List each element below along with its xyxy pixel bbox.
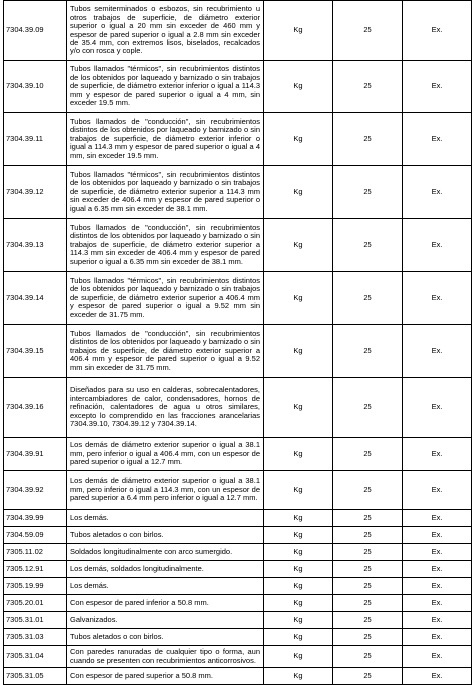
rate-cell: 25: [333, 578, 403, 595]
unit-cell: Kg: [264, 219, 333, 272]
table-row: [4, 595, 472, 612]
description-cell: Tubos llamados "térmicos", sin recubrimientos distintos de los obtenidos por laqueado y barnizado o sin trabajos de superficie, de diámetro exterior superior a 406.4 mm y espesor de pared superior o igual a 9.52 mm sin exceder de 31.75 mm.: [67, 272, 264, 325]
description-cell: Tubos llamados de "conducción", sin recubrimientos distintos de los obtenidos por laqueado y barnizado o sin trabajos de superficie, de diámetro exterior superior a 406.4 mm y espesor de pared superior o igual a 9.52 mm sin exceder de 31.75 mm.: [67, 325, 264, 378]
tariff-code-cell: 7305.31.05: [4, 668, 67, 685]
tariff-code-cell: 7305.31.03: [4, 629, 67, 646]
exemption-cell: Ex.: [403, 629, 472, 646]
rate-cell: 25: [333, 527, 403, 544]
description-cell: Tubos llamados de "conducción", sin recubrimientos distintos de los obtenidos por laqueado y barnizado o sin trabajos de superficie, de diámetro exterior superior a 114.3 mm sin exceder de 406.4 mm y espesor de pared superior o igual a 6.35 mm sin exceder de 38.1 mm.: [67, 219, 264, 272]
rate-cell: 25: [333, 219, 403, 272]
tariff-code-cell: 7304.39.16: [4, 378, 67, 438]
description-cell: Soldados longitudinalmente con arco sumergido.: [67, 544, 264, 561]
table-row: [4, 646, 472, 668]
table-row: [4, 438, 472, 471]
table-row: [4, 325, 472, 378]
exemption-cell: Ex.: [403, 612, 472, 629]
tariff-code-cell: 7305.31.01: [4, 612, 67, 629]
tariff-code-cell: 7305.12.91: [4, 561, 67, 578]
tariff-code-cell: 7304.39.15: [4, 325, 67, 378]
unit-cell: Kg: [264, 510, 333, 527]
tariff-code-cell: 7305.11.02: [4, 544, 67, 561]
tariff-code-cell: 7304.39.92: [4, 471, 67, 510]
description-cell: Los demás de diámetro exterior superior o igual a 38.1 mm, pero inferior o igual a 406.4 mm, con un espesor de pared superior o igual a 12.7 mm.: [67, 438, 264, 471]
unit-cell: Kg: [264, 166, 333, 219]
exemption-cell: Ex.: [403, 325, 472, 378]
exemption-cell: Ex.: [403, 544, 472, 561]
tariff-table-body: [4, 1, 472, 685]
rate-cell: 25: [333, 113, 403, 166]
tariff-code-cell: 7305.31.04: [4, 646, 67, 668]
unit-cell: Kg: [264, 612, 333, 629]
rate-cell: 25: [333, 510, 403, 527]
description-cell: Tubos llamados "térmicos", sin recubrimientos distintos de los obtenidos por laqueado y barnizado o sin trabajos de superficie, de diámetro exterior inferior o igual a 114.3 mm y espesor de pared superior o igual a 4 mm, sin exceder 19.5 mm.: [67, 61, 264, 113]
rate-cell: 25: [333, 471, 403, 510]
unit-cell: Kg: [264, 325, 333, 378]
rate-cell: 25: [333, 646, 403, 668]
rate-cell: 25: [333, 378, 403, 438]
unit-cell: Kg: [264, 646, 333, 668]
rate-cell: 25: [333, 612, 403, 629]
table-row: [4, 668, 472, 685]
description-cell: Los demás.: [67, 510, 264, 527]
exemption-cell: Ex.: [403, 668, 472, 685]
table-row: [4, 272, 472, 325]
table-row: [4, 578, 472, 595]
table-row: [4, 510, 472, 527]
exemption-cell: Ex.: [403, 561, 472, 578]
table-row: [4, 471, 472, 510]
exemption-cell: Ex.: [403, 471, 472, 510]
exemption-cell: Ex.: [403, 166, 472, 219]
exemption-cell: Ex.: [403, 61, 472, 113]
unit-cell: Kg: [264, 438, 333, 471]
description-cell: Galvanizados.: [67, 612, 264, 629]
table-row: [4, 612, 472, 629]
tariff-code-cell: 7304.39.99: [4, 510, 67, 527]
description-cell: Los demás.: [67, 578, 264, 595]
tariff-code-cell: 7304.59.09: [4, 527, 67, 544]
unit-cell: Kg: [264, 527, 333, 544]
table-row: [4, 629, 472, 646]
exemption-cell: Ex.: [403, 527, 472, 544]
rate-cell: 25: [333, 325, 403, 378]
tariff-code-cell: 7304.39.12: [4, 166, 67, 219]
unit-cell: Kg: [264, 1, 333, 61]
tariff-code-cell: 7305.19.99: [4, 578, 67, 595]
rate-cell: 25: [333, 166, 403, 219]
table-row: [4, 61, 472, 113]
rate-cell: 25: [333, 1, 403, 61]
description-cell: Tubos aletados o con birlos.: [67, 629, 264, 646]
rate-cell: 25: [333, 595, 403, 612]
rate-cell: 25: [333, 561, 403, 578]
table-row: [4, 166, 472, 219]
description-cell: Los demás, soldados longitudinalmente.: [67, 561, 264, 578]
tariff-code-cell: 7304.39.10: [4, 61, 67, 113]
unit-cell: Kg: [264, 61, 333, 113]
exemption-cell: Ex.: [403, 272, 472, 325]
description-cell: Con espesor de pared inferior a 50.8 mm.: [67, 595, 264, 612]
rate-cell: 25: [333, 61, 403, 113]
tariff-code-cell: 7304.39.14: [4, 272, 67, 325]
exemption-cell: Ex.: [403, 113, 472, 166]
table-row: [4, 561, 472, 578]
description-cell: Tubos aletados o con birlos.: [67, 527, 264, 544]
tariff-code-cell: 7304.39.09: [4, 1, 67, 61]
table-row: [4, 544, 472, 561]
exemption-cell: Ex.: [403, 1, 472, 61]
description-cell: Los demás de diámetro exterior superior o igual a 38.1 mm, pero inferior o igual a 114.3 mm, con un espesor de pared superior a 6.4 mm pero inferior o igual a 12.7 mm.: [67, 471, 264, 510]
description-cell: Tubos semiterminados o esbozos, sin recubrimiento u otros trabajos de superficie, de diámetro exterior superior o igual a 20 mm sin exceder de 460 mm y espesor de pared superior o igual a 2.8 mm sin exceder de 35.4 mm, con extremos lisos, biselados, recalcados y/o con rosca y cople.: [67, 1, 264, 61]
exemption-cell: Ex.: [403, 219, 472, 272]
tariff-table: [3, 0, 472, 685]
description-cell: Tubos llamados "térmicos", sin recubrimientos distintos de los obtenidos por laqueado y barnizado o sin trabajos de superficie, de diámetro exterior superior a 114.3 mm sin exceder de 406.4 mm y espesor de pared superior o igual a 6.35 mm sin exceder de 38.1 mm.: [67, 166, 264, 219]
tariff-code-cell: 7304.39.13: [4, 219, 67, 272]
unit-cell: Kg: [264, 113, 333, 166]
description-cell: Diseñados para su uso en calderas, sobrecalentadores, intercambiadores de calor, condensadores, hornos de refinación, calentadores de agua u otros similares, excepto lo comprendido en las fracciones arancelarias 7304.39.10, 7304.39.12 y 7304.39.14.: [67, 378, 264, 438]
description-cell: Con espesor de pared superior a 50.8 mm.: [67, 668, 264, 685]
unit-cell: Kg: [264, 378, 333, 438]
unit-cell: Kg: [264, 561, 333, 578]
table-row: [4, 219, 472, 272]
table-row: [4, 1, 472, 61]
rate-cell: 25: [333, 272, 403, 325]
exemption-cell: Ex.: [403, 438, 472, 471]
tariff-code-cell: 7305.20.01: [4, 595, 67, 612]
table-row: [4, 527, 472, 544]
tariff-code-cell: 7304.39.11: [4, 113, 67, 166]
rate-cell: 25: [333, 438, 403, 471]
exemption-cell: Ex.: [403, 595, 472, 612]
exemption-cell: Ex.: [403, 378, 472, 438]
exemption-cell: Ex.: [403, 578, 472, 595]
table-row: [4, 378, 472, 438]
unit-cell: Kg: [264, 544, 333, 561]
exemption-cell: Ex.: [403, 646, 472, 668]
rate-cell: 25: [333, 668, 403, 685]
table-row: [4, 113, 472, 166]
unit-cell: Kg: [264, 668, 333, 685]
exemption-cell: Ex.: [403, 510, 472, 527]
unit-cell: Kg: [264, 578, 333, 595]
description-cell: Con paredes ranuradas de cualquier tipo o forma, aun cuando se presenten con recubrimientos anticorrosivos.: [67, 646, 264, 668]
unit-cell: Kg: [264, 629, 333, 646]
unit-cell: Kg: [264, 471, 333, 510]
tariff-code-cell: 7304.39.91: [4, 438, 67, 471]
rate-cell: 25: [333, 544, 403, 561]
description-cell: Tubos llamados de "conducción", sin recubrimientos distintos de los obtenidos por laqueado y barnizado o sin trabajos de superficie, de diámetro exterior inferior o igual a 114.3 mm y espesor de pared superior o igual a 4 mm, sin exceder 19.5 mm.: [67, 113, 264, 166]
rate-cell: 25: [333, 629, 403, 646]
unit-cell: Kg: [264, 595, 333, 612]
unit-cell: Kg: [264, 272, 333, 325]
